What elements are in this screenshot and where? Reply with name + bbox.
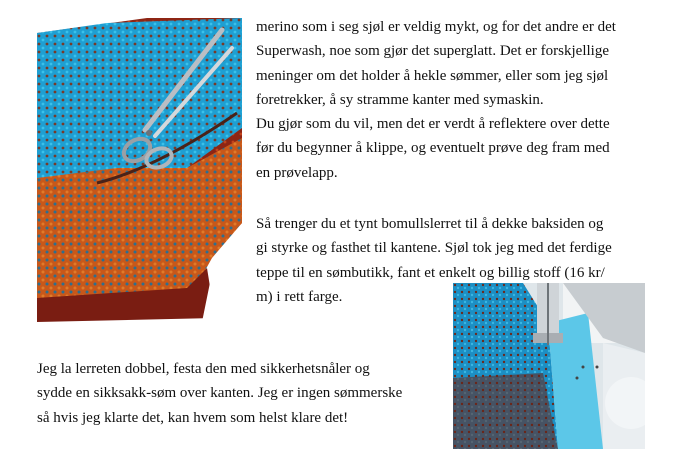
text-line: meninger om det holder å hekle sømmer, eller som jeg sjøl [256,67,609,84]
text-line: merino som i seg sjøl er veldig mykt, og for det andre er det [256,19,616,35]
text-line: teppe til en sømbutikk, fant et enkelt og billig stoff (16 kr/ [256,264,605,281]
paragraph-zigzag-seam [37,357,402,430]
text-line: Du gjør som du vil, men det er verdt å reflektere over dette [256,116,610,133]
text-line: Jeg la lerreten dobbel, festa den med sikkerhetsnåler og [37,361,370,377]
text-line: før du begynner å klippe, og eventuelt prøve deg fram med [256,140,610,157]
text-line: foretrekker, å sy stramme kanter med symaskin. [256,91,544,108]
paragraph-cotton-canvas [256,212,612,309]
photo-quilt-scissors-icon [37,18,242,322]
text-line: Så trenger du et tynt bomullslerret til å dekke baksiden og [256,216,604,232]
text-line: m) i rett farge. [256,288,343,305]
text-line: så hvis jeg klarte det, kan hvem som helst klare det! [37,409,349,426]
text-line: gi styrke og fasthet til kantene. Sjøl tok jeg med det ferdige [256,240,612,257]
paragraph-merino-superwash [256,15,616,185]
text-line: en prøvelapp. [256,164,338,181]
text-line: sydde en sikksakk-søm over kanten. Jeg er ingen sømmerske [37,385,403,402]
text-line: Superwash, noe som gjør det superglatt. Det er forskjellige [256,43,609,60]
